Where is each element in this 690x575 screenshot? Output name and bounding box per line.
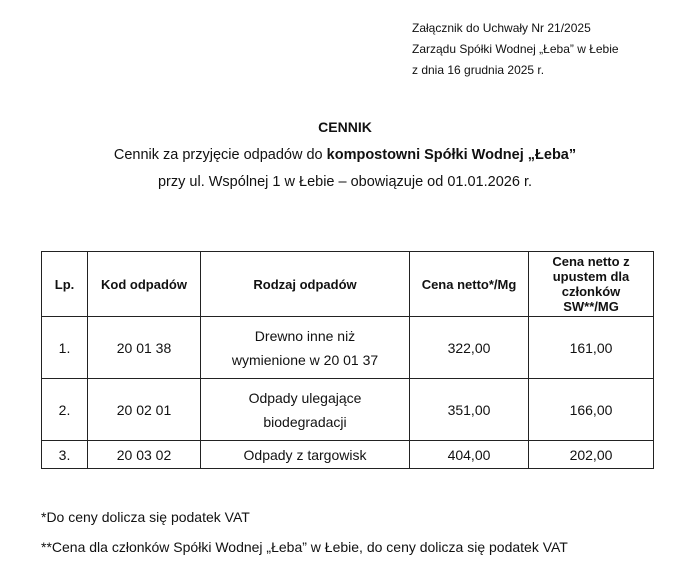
header-discount-line: upustem dla [552,269,630,284]
cell-lp: 2. [42,379,88,441]
cell-type [201,317,410,379]
document-title: CENNIK [318,119,372,135]
cell-discount-price: 166,00 [529,379,654,441]
cell-lp: 1. [42,317,88,379]
attachment-line-1: Załącznik do Uchwały Nr 21/2025 [412,21,591,35]
cell-type [201,379,410,441]
table-row [42,441,654,469]
cell-code: 20 01 38 [88,317,201,379]
subtitle-bold-facility: kompostowni Spółki Wodnej „Łeba” [326,147,577,163]
cell-discount-price: 161,00 [529,317,654,379]
cell-type-line: biodegradacji [263,413,347,430]
cell-type-line: Drewno inne niż [254,327,356,344]
cell-discount-price: 202,00 [529,441,654,469]
header-net-price: Cena netto*/Mg [410,252,529,317]
footnote-vat: *Do ceny dolicza się podatek VAT [41,509,250,525]
header-discount-price [529,252,654,317]
table-header-row [42,252,654,317]
header-discount-line: członków [561,284,621,299]
attachment-line-3: z dnia 16 grudnia 2025 r. [412,63,545,77]
cell-type-line: Odpady ulegające [248,389,362,406]
cell-net-price: 322,00 [410,317,529,379]
header-type: Rodzaj odpadów [201,252,410,317]
subtitle-prefix: Cennik za przyjęcie odpadów do [113,147,327,163]
footnote-members: **Cena dla członków Spółki Wodnej „Łeba” w Łebie, do ceny dolicza się podatek VAT [41,539,568,555]
cell-net-price: 404,00 [410,441,529,469]
header-discount-line: SW**/MG [563,299,619,314]
cell-lp: 3. [42,441,88,469]
header-discount-line: Cena netto z [552,254,630,269]
price-table [41,251,654,469]
cell-code: 20 02 01 [88,379,201,441]
cell-type: Odpady z targowisk [201,441,410,469]
table-row [42,317,654,379]
cell-code: 20 03 02 [88,441,201,469]
table-row [42,379,654,441]
cell-net-price: 351,00 [410,379,529,441]
header-lp: Lp. [42,252,88,317]
subtitle-line-1 [0,145,690,165]
header-code: Kod odpadów [88,252,201,317]
cell-type-line: wymienione w 20 01 37 [231,351,379,368]
attachment-line-2: Zarządu Spółki Wodnej „Łeba” w Łebie [412,42,619,56]
attachment-header [412,18,682,81]
subtitle-line-2: przy ul. Wspólnej 1 w Łebie – obowiązuje od 01.01.2026 r. [157,174,532,190]
